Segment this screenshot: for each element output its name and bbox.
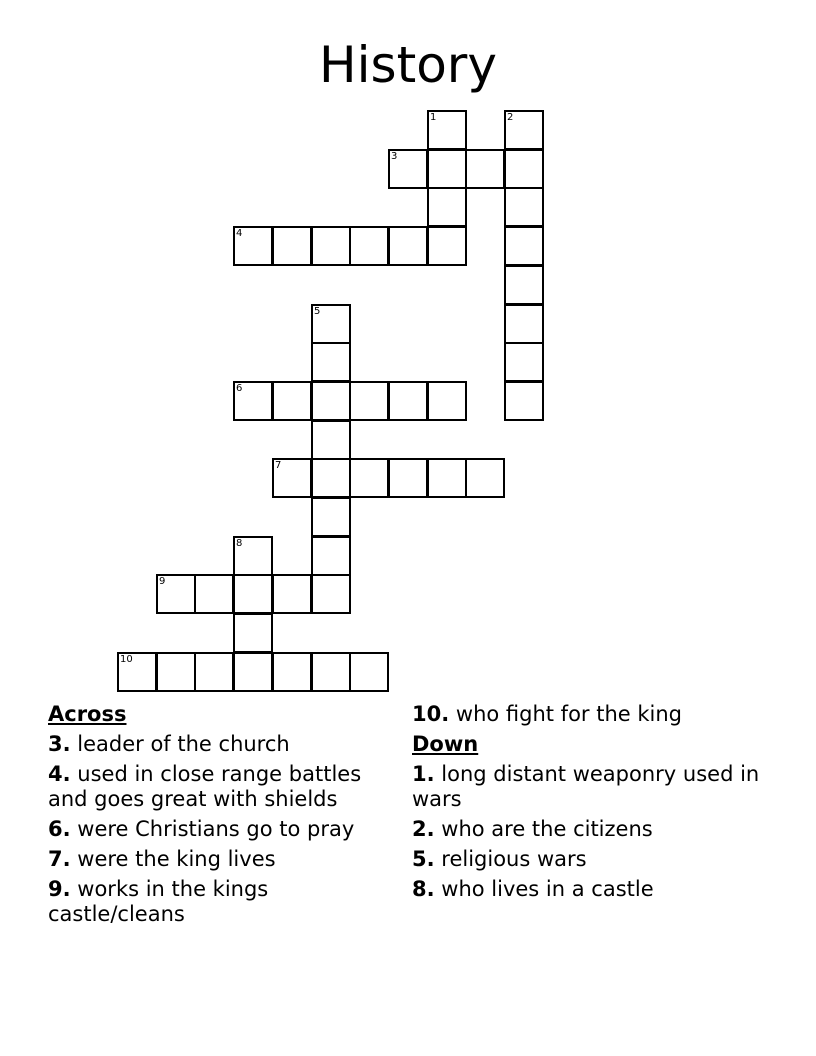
crossword-cell[interactable] — [311, 304, 351, 344]
clue-across-4 — [48, 762, 393, 812]
crossword-cell[interactable] — [388, 381, 428, 421]
clue-number: 1. — [412, 762, 435, 786]
crossword-cell[interactable] — [156, 652, 196, 692]
crossword-cell[interactable] — [504, 265, 544, 305]
crossword-cell[interactable] — [311, 536, 351, 576]
crossword-cell[interactable] — [504, 110, 544, 150]
crossword-cell[interactable] — [388, 458, 428, 498]
clue-number-label: 10 — [120, 654, 133, 665]
crossword-cell[interactable] — [272, 458, 312, 498]
clue-number: 8. — [412, 877, 435, 901]
crossword-cell[interactable] — [156, 574, 196, 614]
crossword-cell[interactable] — [194, 652, 234, 692]
clue-number-label: 4 — [236, 228, 243, 239]
clue-number-label: 1 — [430, 112, 437, 123]
crossword-cell[interactable] — [427, 381, 467, 421]
crossword-cell[interactable] — [311, 342, 351, 382]
crossword-cell[interactable] — [311, 420, 351, 460]
clue-text: who are the citizens — [441, 817, 653, 841]
clue-number: 5. — [412, 847, 435, 871]
clue-number-label: 3 — [391, 151, 398, 162]
crossword-cell[interactable] — [504, 304, 544, 344]
crossword-cell[interactable] — [311, 226, 351, 266]
crossword-cell[interactable] — [233, 226, 273, 266]
crossword-cell[interactable] — [504, 149, 544, 189]
clue-across-7 — [48, 847, 393, 872]
crossword-cell[interactable] — [311, 497, 351, 537]
puzzle-title: History — [319, 36, 497, 94]
clue-down-1 — [412, 762, 792, 812]
crossword-cell[interactable] — [272, 381, 312, 421]
crossword-cell[interactable] — [311, 458, 351, 498]
clue-number-label: 7 — [275, 460, 282, 471]
crossword-cell[interactable] — [233, 613, 273, 653]
crossword-cell[interactable] — [233, 652, 273, 692]
crossword-cell[interactable] — [504, 342, 544, 382]
crossword-cell[interactable] — [311, 652, 351, 692]
clue-number: 4. — [48, 762, 71, 786]
clue-down-2 — [412, 817, 792, 842]
clue-number-label: 2 — [507, 112, 514, 123]
crossword-cell[interactable] — [427, 458, 467, 498]
clue-number-label: 8 — [236, 538, 243, 549]
crossword-cell[interactable] — [272, 652, 312, 692]
crossword-cell[interactable] — [349, 381, 389, 421]
clue-text: were the king lives — [77, 847, 276, 871]
crossword-cell[interactable] — [117, 652, 157, 692]
crossword-cell[interactable] — [427, 149, 467, 189]
crossword-cell[interactable] — [233, 536, 273, 576]
down-heading: Down — [412, 732, 479, 756]
crossword-cell[interactable] — [465, 458, 505, 498]
crossword-cell[interactable] — [504, 187, 544, 227]
crossword-cell[interactable] — [233, 574, 273, 614]
clue-number: 3. — [48, 732, 71, 756]
crossword-cell[interactable] — [427, 110, 467, 150]
clue-text: works in the kings castle/cleans — [48, 877, 269, 926]
crossword-cell[interactable] — [311, 574, 351, 614]
clue-text: leader of the church — [77, 732, 290, 756]
crossword-cell[interactable] — [349, 226, 389, 266]
crossword-cell[interactable] — [504, 381, 544, 421]
clue-number-label: 6 — [236, 383, 243, 394]
crossword-cell[interactable] — [349, 652, 389, 692]
clues-left-column — [48, 702, 393, 932]
clue-number: 6. — [48, 817, 71, 841]
crossword-cell[interactable] — [233, 381, 273, 421]
crossword-cell[interactable] — [272, 574, 312, 614]
crossword-cell[interactable] — [311, 381, 351, 421]
clue-number: 7. — [48, 847, 71, 871]
clue-text: religious wars — [441, 847, 587, 871]
clue-across-10 — [412, 702, 792, 727]
clue-text: were Christians go to pray — [77, 817, 355, 841]
crossword-cell[interactable] — [349, 458, 389, 498]
crossword-cell[interactable] — [388, 149, 428, 189]
crossword-cell[interactable] — [427, 226, 467, 266]
clue-across-3 — [48, 732, 393, 757]
crossword-cell[interactable] — [427, 187, 467, 227]
crossword-cell[interactable] — [465, 149, 505, 189]
clue-number-label: 5 — [314, 306, 321, 317]
crossword-cell[interactable] — [272, 226, 312, 266]
crossword-cell[interactable] — [504, 226, 544, 266]
clues-right-column — [412, 702, 792, 907]
clue-number: 9. — [48, 877, 71, 901]
clue-text: long distant weaponry used in wars — [412, 762, 760, 811]
clue-down-5 — [412, 847, 792, 872]
clue-across-9 — [48, 877, 393, 927]
clue-text: used in close range battles and goes great with shields — [48, 762, 362, 811]
clue-text: who fight for the king — [455, 702, 682, 726]
crossword-cell[interactable] — [388, 226, 428, 266]
clue-down-8 — [412, 877, 792, 902]
across-heading: Across — [48, 702, 127, 726]
clue-text: who lives in a castle — [441, 877, 654, 901]
clue-number: 2. — [412, 817, 435, 841]
crossword-cell[interactable] — [194, 574, 234, 614]
clue-across-6 — [48, 817, 393, 842]
clue-number: 10. — [412, 702, 450, 726]
clue-number-label: 9 — [159, 576, 166, 587]
